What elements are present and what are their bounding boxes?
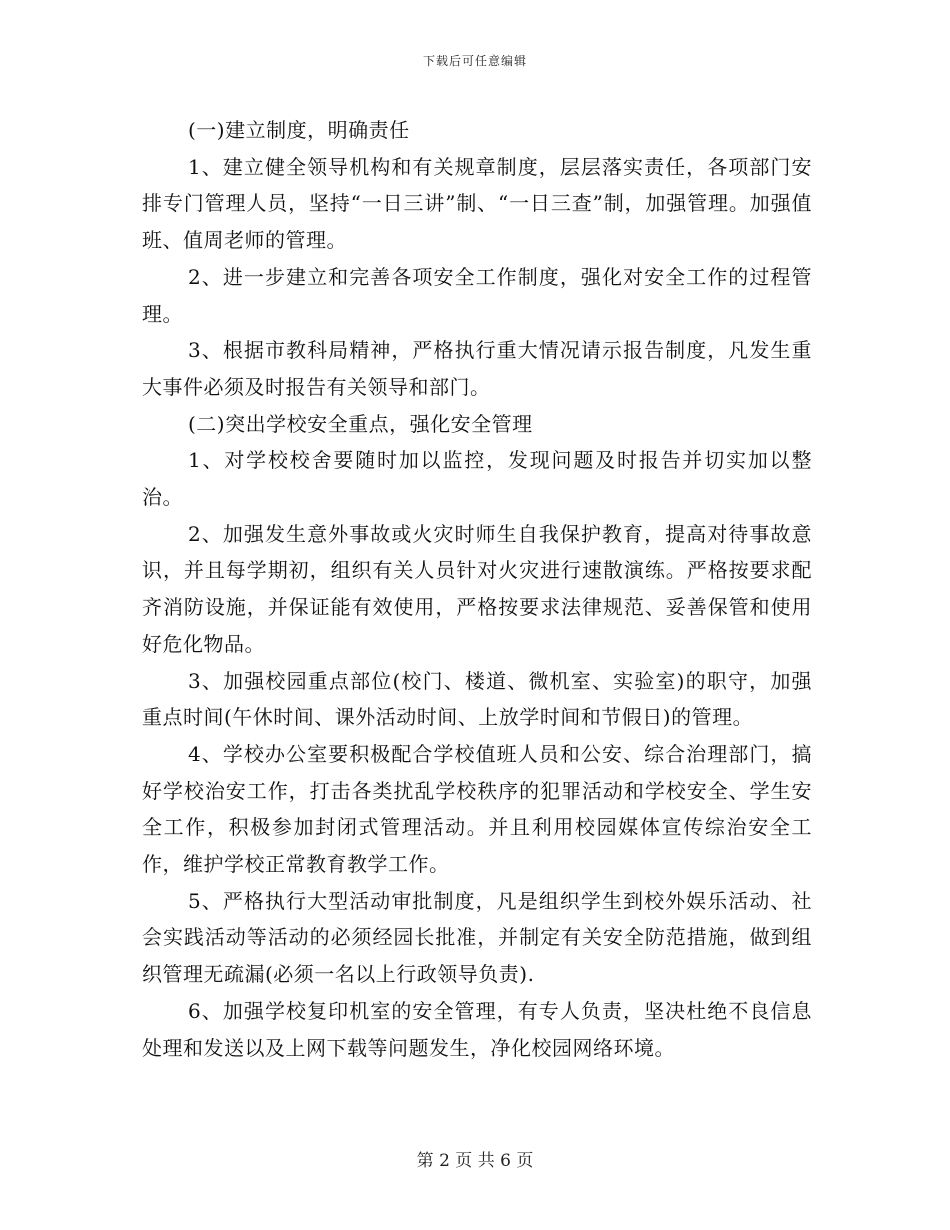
paragraph-item: 3、加强校园重点部位(校门、楼道、微机室、实验室)的职守，加强重点时间(午休时间、课外活动时间、上放学时间和节假日)的管理。 (142, 668, 812, 730)
page-header-note: 下载后可任意编辑 (422, 54, 527, 68)
paragraph-item: 1、建立健全领导机构和有关规章制度，层层落实责任，各项部门安排专门管理人员，坚持“一日三讲”制、“一日三查”制，加强管理。加强值班、值周老师的管理。 (142, 154, 812, 253)
paragraph-item: 1、对学校校舍要随时加以监控，发现问题及时报告并切实加以整治。 (142, 448, 812, 510)
section-heading-2: (二)突出学校安全重点，强化安全管理 (188, 411, 533, 436)
section-heading-1: (一)建立制度，明确责任 (188, 118, 410, 142)
paragraph-item: 2、加强发生意外事故或火灾时师生自我保护教育，提高对待事故意识，并且每学期初，组织有关人员针对火灾进行速散演练。严格按要求配齐消防设施，并保证能有效使用，严格按要求法律规范、妥善保管和使用好危化物品。 (142, 521, 812, 656)
paragraph-item: 6、加强学校复印机室的安全管理，有专人负责，坚决杜绝不良信息处理和发送以及上网下载等问题发生，净化校园网络环境。 (142, 998, 812, 1060)
document-body (142, 112, 812, 1066)
paragraph-item: 5、严格执行大型活动审批制度，凡是组织学生到校外娱乐活动、社会实践活动等活动的必须经园长批准，并制定有关安全防范措施，做到组织管理无疏漏(必须一名以上行政领导负责). (142, 888, 812, 987)
paragraph-item: 2、进一步建立和完善各项安全工作制度，强化对安全工作的过程管理。 (142, 264, 812, 326)
page-number: 第 2 页 共 6 页 (416, 1151, 534, 1171)
paragraph-item: 4、学校办公室要积极配合学校值班人员和公安、综合治理部门，搞好学校治安工作，打击各类扰乱学校秩序的犯罪活动和学校安全、学生安全工作，积极参加封闭式管理活动。并且利用校园媒体宣传综治安全工作，维护学校正常教育教学工作。 (142, 741, 812, 877)
paragraph-item: 3、根据市教科局精神，严格执行重大情况请示报告制度，凡发生重大事件必须及时报告有关领导和部门。 (142, 338, 812, 399)
